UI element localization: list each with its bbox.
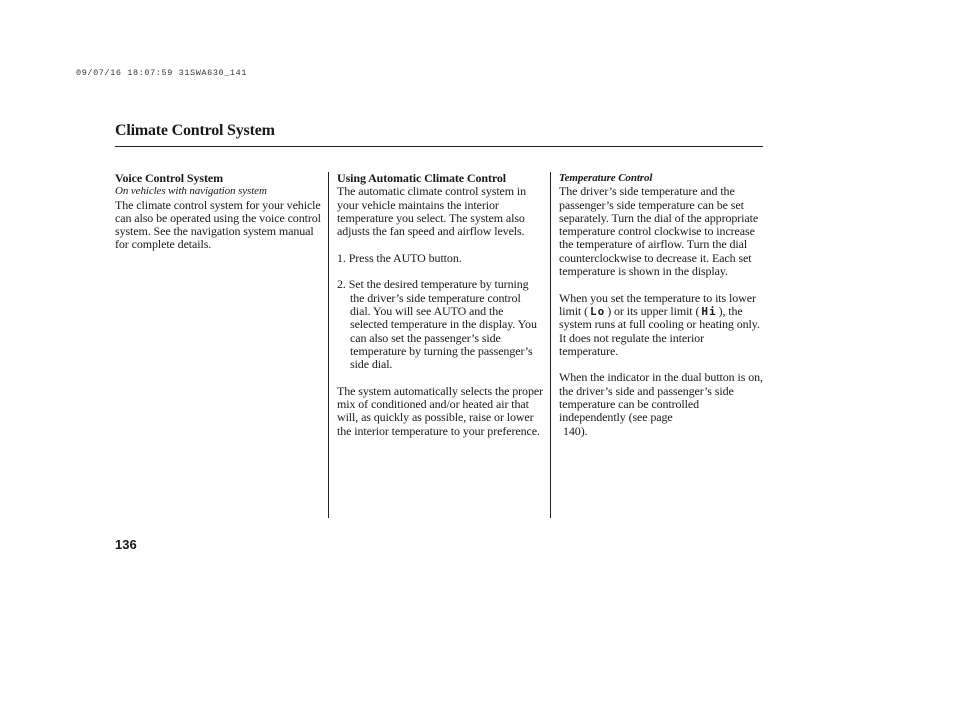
temperature-para-1: The driver’s side temperature and the passenger’s side temperature can be set separately. Turn the dial of the appropriate temperature control clockwise to increase the temperature of airflow. Turn the dial counterclockwise to decrease it. Each set temperature is shown in the display. <box>559 184 759 279</box>
page-reference-link[interactable]: 140 <box>563 423 581 438</box>
column-temperature-control <box>559 172 765 438</box>
lo-display-icon: Lo <box>589 304 606 318</box>
step-2: 2. Set the desired temperature by turning the driver’s side temperature control dial. You will see AUTO and the selected temperature in the display. You can also set the passenger’s side temperature by turning the passenger’s side dial. <box>337 277 537 372</box>
step-1: 1. Press the AUTO button. <box>337 250 462 265</box>
section-heading-temperature: Temperature Control <box>559 172 653 184</box>
page-title: Climate Control System <box>115 122 275 139</box>
automatic-closing: The system automatically selects the proper mix of conditioned and/or heated air that will, as quickly as possible, raise or lower the interior temperature to your preference. <box>337 383 543 438</box>
automatic-intro: The automatic climate control system in your vehicle maintains the interior temperature you select. The system also adjusts the fan speed and airflow levels. <box>337 184 527 239</box>
voice-control-body: The climate control system for your vehicle can also be operated using the voice control system. See the navigation system manual for complete details. <box>115 197 321 252</box>
temperature-para-2 <box>559 292 765 358</box>
column-automatic-climate <box>337 172 543 438</box>
temperature-para-3 <box>559 371 765 437</box>
section-heading-voice-control: Voice Control System <box>115 171 223 185</box>
temperature-para-3-a: When the indicator in the dual button is on, the driver’s side and passenger’s side temperature can be controlled independently (see page <box>559 370 763 425</box>
temperature-para-2-b: ) or its upper limit ( <box>607 303 700 318</box>
title-rule <box>115 146 763 147</box>
print-stamp: 09/07/16 18:07:59 31SWA630_141 <box>76 68 248 78</box>
section-heading-automatic: Using Automatic Climate Control <box>337 171 507 185</box>
column-divider-2 <box>550 172 551 518</box>
column-voice-control <box>115 172 321 252</box>
temperature-para-2-c: ), the system runs at full cooling or heating only. It does not regulate the interior temperature. <box>559 303 760 358</box>
column-divider-1 <box>328 172 329 518</box>
temperature-para-3-b: ). <box>580 423 588 438</box>
hi-display-icon: Hi <box>701 304 717 318</box>
section-subheading: On vehicles with navigation system <box>115 185 267 198</box>
page-number: 136 <box>115 537 137 552</box>
temperature-para-2-a: When you set the temperature to its lower limit ( <box>559 290 756 318</box>
